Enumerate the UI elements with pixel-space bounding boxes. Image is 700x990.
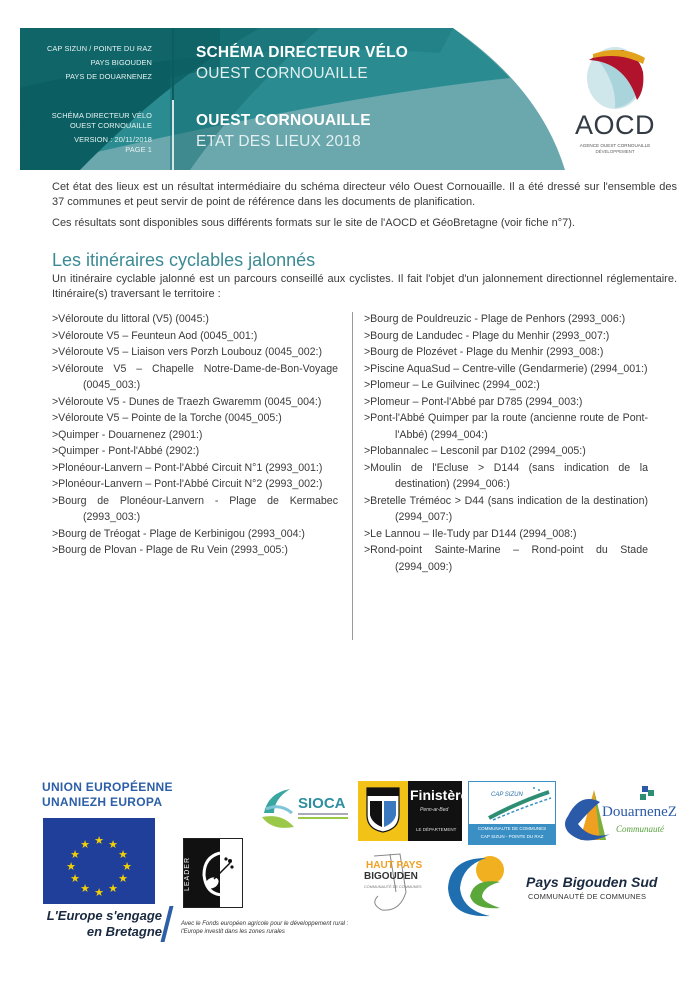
eu-stars-icon — [43, 818, 155, 904]
header-territory-1: CAP SIZUN / POINTE DU RAZ — [46, 44, 152, 53]
itinerary-item: >Bourg de Plozévet - Plage du Menhir (2993_008:) — [364, 346, 604, 358]
svg-text:★: ★ — [118, 872, 128, 885]
aocd-logo-subtitle: AGENCE OUEST CORNOUAILLE — [579, 143, 651, 148]
leader-label: LEADER — [184, 857, 191, 892]
sioca-logo — [258, 783, 354, 833]
itinerary-list-left — [52, 311, 338, 559]
intro-paragraph-1: Cet état des lieux est un résultat intermédiaire du schéma directeur vélo Ouest Cornouaille. Il a été dressé sur l'ensemble des 37 communes et peut servir de point de référence dans les documents de planification. — [52, 181, 677, 208]
itinerary-list-right — [364, 311, 648, 575]
intro-paragraph-2: Ces résultats sont disponibles sous différents formats sur le site de l'AOCD et GéoBretagne (voir fiche n°7). — [52, 217, 575, 229]
aocd-logo-mark — [565, 42, 665, 110]
haut-pays-bigouden-logo — [360, 852, 432, 914]
sioca-name: SIOCA — [298, 795, 346, 812]
itinerary-item: >Bretelle Tréméoc > D44 (sans indication de la destination) (2994_007:) — [364, 494, 648, 523]
itinerary-item: >Quimper - Douarnenez (2901:) — [52, 428, 203, 441]
eu-slogan-line-1: L'Europe s'engage — [46, 908, 162, 923]
column-divider — [352, 312, 353, 640]
eu-slogan — [40, 908, 162, 940]
eu-slogan-line-2: en Bretagne — [86, 924, 162, 939]
svg-text:★: ★ — [108, 838, 118, 851]
svg-text:★: ★ — [94, 834, 104, 847]
itinerary-item: >Bourg de Tréogat - Plage de Kerbinigou (2993_004:) — [52, 527, 305, 540]
haut-pays-subtitle: COMMUNAUTÉ DE COMMUNES — [364, 885, 422, 889]
svg-text:★: ★ — [66, 860, 76, 873]
itinerary-item: >Quimper - Pont-l'Abbé (2902:) — [52, 445, 200, 457]
itinerary-item: >Pont-l'Abbé Quimper par la route (ancienne route de Pont-l'Abbé) (2994_004:) — [364, 412, 648, 441]
header-divider-light — [172, 100, 174, 170]
header-left-block — [20, 28, 152, 170]
svg-text:★: ★ — [122, 860, 132, 873]
aocd-logo — [565, 42, 665, 157]
itinerary-item: >Véloroute V5 - Dunes de Traezh Gwaremm (0045_004:) — [52, 395, 322, 408]
itinerary-item: >Plonéour-Lanvern – Pont-l'Abbé Circuit N°1 (2993_001:) — [52, 461, 323, 474]
eu-flag-logo — [43, 818, 155, 904]
cap-sizun-logo — [468, 781, 556, 845]
cap-sizun-name: CAP SIZUN — [491, 792, 523, 798]
section-description: Un itinéraire cyclable jalonné est un parcours conseillé aux cyclistes. Il fait l'objet d'un jalonnement directionnel réglementaire. Itinéraire(s) traversant le territoire : — [52, 273, 677, 300]
cap-sizun-mark-icon — [469, 782, 555, 824]
eu-title-line-2: UNANIEZH EUROPA — [42, 795, 163, 809]
header-title-2: OUEST CORNOUAILLE — [196, 112, 371, 129]
section-title: Les itinéraires cyclables jalonnés — [52, 250, 316, 270]
svg-text:★: ★ — [70, 872, 80, 885]
eu-slash-mark — [161, 906, 174, 942]
header-banner — [20, 28, 565, 170]
itinerary-item: >Véloroute du littoral (V5) (0045:) — [52, 313, 209, 325]
finistere-name: Finistère — [410, 787, 469, 803]
douarnenez-name: DouarneneZ — [602, 804, 677, 820]
intro-text — [52, 180, 677, 237]
haut-pays-line-2: BIGOUDEN — [364, 871, 418, 882]
cap-sizun-line-2: CAP SIZUN - POINTE DU RAZ — [480, 834, 544, 839]
feader-line-1: Avec le Fonds européen agricole pour le développement rural : — [181, 921, 349, 927]
finistere-logo — [358, 781, 469, 841]
header-subtitle-2: ETAT DES LIEUX 2018 — [196, 133, 361, 150]
header-territory-3: PAYS DE DOUARNENEZ — [65, 72, 152, 81]
itinerary-item: >Véloroute V5 – Feunteun Aod (0045_001:) — [52, 329, 258, 342]
header-territory-2: PAYS BIGOUDEN — [90, 58, 152, 67]
aocd-logo-subtitle-2: DÉVELOPPEMENT — [595, 149, 635, 154]
svg-text:★: ★ — [80, 838, 90, 851]
pbs-subtitle: COMMUNAUTÉ DE COMMUNES — [528, 892, 647, 901]
itinerary-item: >Plomeur – Le Guilvinec (2994_002:) — [364, 379, 540, 391]
itinerary-item: >Plobannalec – Lesconil par D102 (2994_005:) — [364, 445, 586, 457]
itinerary-item: >Bourg de Landudec - Plage du Menhir (2993_007:) — [364, 329, 610, 342]
itinerary-item: >Piscine AquaSud – Centre-ville (Gendarmerie) (2994_001:) — [364, 362, 648, 375]
finistere-shield-icon — [366, 787, 400, 833]
svg-text:★: ★ — [118, 848, 128, 861]
svg-text:★: ★ — [70, 848, 80, 861]
itinerary-item: >Bourg de Plovan - Plage de Ru Vein (2993_005:) — [52, 544, 288, 556]
itinerary-item: >Véloroute V5 – Liaison vers Porzh Loubouz (0045_002:) — [52, 346, 323, 358]
feader-line-2: l'Europe investit dans les zones rurales — [181, 929, 285, 935]
douarnenez-subtitle: Communauté — [616, 824, 664, 834]
itinerary-item: >Moulin de l'Ecluse > D144 (sans indication de la destination) (2994_006:) — [364, 461, 648, 490]
header-subtitle-1: OUEST CORNOUAILLE — [196, 65, 368, 82]
leader-logo — [183, 838, 243, 908]
finistere-dept: LE DÉPARTEMENT — [416, 827, 457, 832]
svg-text:★: ★ — [80, 882, 90, 895]
svg-text:★: ★ — [94, 886, 104, 899]
aocd-logo-name: AOCD — [574, 110, 655, 140]
douarnenez-logo — [560, 782, 677, 846]
pbs-name: Pays Bigouden Sud — [526, 874, 658, 890]
itinerary-item: >Le Lannou – Ile-Tudy par D144 (2994_008:) — [364, 527, 577, 540]
itinerary-item: >Bourg de Plonéour-Lanvern - Plage de Kermabec (2993_003:) — [52, 494, 338, 523]
itinerary-item: >Rond-point Sainte-Marine – Rond-point du Stade (2994_009:) — [364, 544, 648, 573]
header-version: VERSION : 20/11/2018 — [74, 135, 152, 144]
finistere-subtitle: Penn-ar-Bed — [420, 807, 449, 813]
header-title-1: SCHÉMA DIRECTEUR VÉLO — [196, 44, 409, 61]
header-doc-line-2: OUEST CORNOUAILLE — [69, 121, 152, 130]
itinerary-item: >Plonéour-Lanvern – Pont-l'Abbé Circuit N°2 (2993_002:) — [52, 478, 323, 490]
itinerary-item: >Véloroute V5 – Pointe de la Torche (0045_005:) — [52, 412, 282, 424]
eu-logo-title — [42, 780, 173, 810]
svg-text:★: ★ — [108, 882, 118, 895]
pays-bigouden-sud-mark-icon — [440, 852, 520, 922]
header-page-number: PAGE 1 — [125, 145, 152, 154]
itinerary-item: >Bourg de Pouldreuzic - Plage de Penhors (2993_006:) — [364, 313, 626, 325]
itinerary-item: >Plomeur – Pont-l'Abbé par D785 (2994_003:) — [364, 395, 583, 408]
header-doc-line-1: SCHÉMA DIRECTEUR VÉLO — [51, 111, 152, 120]
itinerary-item: >Véloroute V5 – Chapelle Notre-Dame-de-Bon-Voyage (0045_003:) — [52, 362, 338, 391]
pays-bigouden-sud-logo — [440, 852, 670, 922]
cap-sizun-line-1: COMMUNAUTE DE COMMUNES — [477, 826, 547, 831]
feader-caption — [181, 920, 348, 936]
haut-pays-line-1: HAUT PAYS — [366, 860, 423, 871]
eu-title-line-1: UNION EUROPÉENNE — [42, 780, 173, 794]
